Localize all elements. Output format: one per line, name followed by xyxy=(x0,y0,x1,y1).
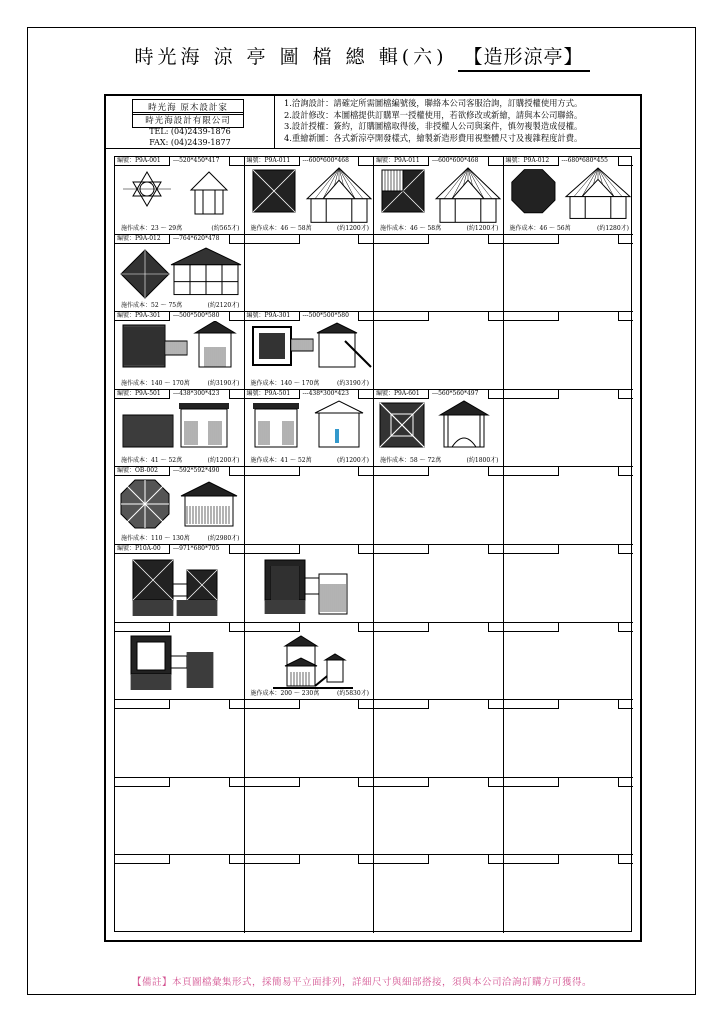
drawing-cell xyxy=(245,855,375,933)
drawing-art xyxy=(115,321,244,383)
corner-tab xyxy=(229,390,244,399)
drawing-art xyxy=(374,399,503,461)
drawing-cell xyxy=(374,700,504,778)
corner-tab xyxy=(618,778,633,787)
code-tab xyxy=(374,467,429,476)
cost-label: 施作成本：23 ～ 29萬 xyxy=(121,224,183,232)
corner-tab xyxy=(618,235,633,244)
drawing-cell xyxy=(504,855,634,933)
code-tab xyxy=(504,312,559,321)
page-title xyxy=(0,42,724,72)
code-tab xyxy=(504,545,559,554)
code-tab xyxy=(504,623,559,632)
dimension-label: ---764*620*478 xyxy=(173,234,220,242)
code-tab: 編號：P9A-001 xyxy=(115,157,170,166)
corner-tab xyxy=(358,390,373,399)
drawing-cell xyxy=(374,623,504,701)
cost-label: 施作成本：41 ～ 52萬 xyxy=(250,457,312,465)
corner-tab xyxy=(488,623,503,632)
company-name-2: 時光海設計有限公司 xyxy=(132,112,244,128)
note-2: 2.設計修改：本圖檔提供訂購單一授權使用，若欲修改或新繪，請與本公司聯絡。 xyxy=(284,109,583,120)
drawing-art xyxy=(115,632,244,694)
corner-tab xyxy=(618,312,633,321)
area-label: (約2980才) xyxy=(207,534,240,542)
drawing-cell xyxy=(245,545,375,623)
drawing-cell xyxy=(115,467,245,545)
remark-text: 【備註】本頁圖檔彙集形式，採簡易平立面排列，詳細尺寸與細部搭接，須與本公司洽詢訂購方可獲得。 xyxy=(131,977,592,988)
code-tab: 編號：P9A-301 xyxy=(115,312,170,321)
drawing-cell xyxy=(245,235,375,313)
cost-label: 施作成本：200 ～ 230萬 xyxy=(250,690,320,698)
dimension-label: ---520*450*417 xyxy=(173,157,220,164)
area-label: (約3190才) xyxy=(337,379,369,387)
code-tab: 編號：P9A-012 xyxy=(115,235,170,244)
corner-tab xyxy=(229,235,244,244)
drawing-cell xyxy=(245,623,375,701)
corner-tab xyxy=(618,700,633,709)
area-label: (約1280才) xyxy=(597,224,629,232)
corner-tab xyxy=(358,157,373,166)
drawing-cell xyxy=(245,467,375,545)
drawing-art xyxy=(115,166,244,228)
corner-tab xyxy=(488,157,503,166)
drawing-art xyxy=(245,554,374,616)
code-tab xyxy=(245,467,300,476)
code-tab: 編號：OB-002 xyxy=(115,467,170,476)
corner-tab xyxy=(488,700,503,709)
company-name-1: 時光海 原木設計家 xyxy=(132,99,244,115)
corner-tab xyxy=(618,390,633,399)
area-label: (約1200才) xyxy=(337,224,369,232)
drawing-cell xyxy=(245,312,375,390)
corner-tab xyxy=(358,545,373,554)
drawing-cell xyxy=(504,467,634,545)
code-tab xyxy=(504,855,559,864)
note-3: 3.設計授權：簽約，訂購圖檔取得後，非授權人公司與案件，慎勿複製造成侵權。 xyxy=(284,121,583,131)
code-tab: 編號：P9A-301 xyxy=(245,312,300,321)
cost-label: 施作成本：58 ～ 72萬 xyxy=(380,457,442,465)
area-label: (約1200才) xyxy=(466,224,499,232)
corner-tab xyxy=(488,855,503,864)
corner-tab xyxy=(358,623,373,632)
dimension-label: ---500*500*580 xyxy=(302,312,349,320)
code-tab xyxy=(374,623,429,632)
corner-tab xyxy=(618,855,633,864)
area-label: (約1200才) xyxy=(337,457,369,465)
corner-tab xyxy=(488,545,503,554)
code-tab xyxy=(115,700,170,709)
drawing-art xyxy=(245,166,374,228)
drawing-cell xyxy=(374,157,504,235)
drawing-art xyxy=(245,321,374,383)
drawing-cell xyxy=(115,545,245,623)
code-tab: 編號：P9A-012 xyxy=(504,157,559,166)
catalog-sheet xyxy=(104,94,642,942)
company-tel: TEL: (04)2439-1876 xyxy=(149,127,231,136)
code-tab xyxy=(374,312,429,321)
code-tab xyxy=(245,623,300,632)
dimension-label: ---438*300*423 xyxy=(173,389,220,397)
drawing-cell xyxy=(504,778,634,856)
drawing-cell xyxy=(115,312,245,390)
drawing-cell xyxy=(504,545,634,623)
drawing-art xyxy=(374,166,503,228)
drawing-cell xyxy=(115,390,245,468)
corner-tab xyxy=(358,467,373,476)
drawing-art xyxy=(245,399,374,461)
drawing-cell xyxy=(115,157,245,235)
drawing-cell xyxy=(115,855,245,933)
code-tab xyxy=(374,545,429,554)
drawing-cell xyxy=(374,312,504,390)
corner-tab xyxy=(618,157,633,166)
code-tab xyxy=(374,855,429,864)
code-tab: 編號：P9A-011 xyxy=(374,157,429,166)
drawing-cell xyxy=(374,467,504,545)
code-tab xyxy=(504,390,559,399)
corner-tab xyxy=(488,390,503,399)
code-tab: 編號：P9A-501 xyxy=(115,390,170,399)
drawing-art xyxy=(115,554,244,616)
drawing-cell xyxy=(245,778,375,856)
code-tab xyxy=(115,623,170,632)
code-tab xyxy=(245,778,300,787)
sheet-header xyxy=(106,96,640,149)
notes-block xyxy=(284,98,640,144)
corner-tab xyxy=(358,312,373,321)
corner-tab xyxy=(358,235,373,244)
code-tab xyxy=(504,778,559,787)
cost-label: 施作成本：41 ～ 52萬 xyxy=(121,457,183,465)
corner-tab xyxy=(229,778,244,787)
code-tab xyxy=(115,778,170,787)
code-tab xyxy=(504,700,559,709)
code-tab xyxy=(504,467,559,476)
corner-tab xyxy=(618,545,633,554)
drawing-art xyxy=(115,244,244,306)
dimension-label: ---438*300*423 xyxy=(302,389,349,397)
cost-label: 施作成本：46 ～ 56萬 xyxy=(509,224,571,232)
code-tab xyxy=(245,545,300,554)
corner-tab xyxy=(488,312,503,321)
code-tab xyxy=(245,235,300,244)
dimension-label: ---600*600*468 xyxy=(432,157,479,164)
code-tab xyxy=(374,778,429,787)
corner-tab xyxy=(358,778,373,787)
drawing-cell xyxy=(504,235,634,313)
code-tab xyxy=(245,855,300,864)
drawing-cell xyxy=(374,855,504,933)
company-block xyxy=(106,96,275,148)
drawing-cell xyxy=(245,390,375,468)
corner-tab xyxy=(358,700,373,709)
corner-tab xyxy=(618,623,633,632)
company-fax: FAX: (04)2439-1877 xyxy=(149,138,231,147)
code-tab xyxy=(374,700,429,709)
cost-label: 施作成本：46 ～ 58萬 xyxy=(250,224,312,232)
drawing-cell xyxy=(115,235,245,313)
corner-tab xyxy=(229,157,244,166)
drawing-cell xyxy=(504,390,634,468)
cost-label: 施作成本：110 ～ 130萬 xyxy=(121,534,190,542)
drawing-art xyxy=(504,166,633,228)
cost-label: 施作成本：52 ～ 75萬 xyxy=(121,302,183,310)
note-1: 1.洽詢設計：請確定所需圖檔編號後，聯絡本公司客服洽詢，訂購授權使用方式。 xyxy=(284,98,583,108)
drawing-cell xyxy=(374,545,504,623)
corner-tab xyxy=(229,545,244,554)
drawing-cell xyxy=(115,700,245,778)
code-tab xyxy=(245,700,300,709)
code-tab xyxy=(504,235,559,244)
dimension-label: ---680*680*455 xyxy=(561,157,608,164)
drawing-cell xyxy=(504,157,634,235)
corner-tab xyxy=(229,623,244,632)
drawing-cell xyxy=(504,700,634,778)
corner-tab xyxy=(488,778,503,787)
area-label: (約5830才) xyxy=(337,690,369,698)
corner-tab xyxy=(618,467,633,476)
dimension-label: ---560*560*497 xyxy=(432,389,479,397)
cost-label: 施作成本：46 ～ 58萬 xyxy=(380,224,442,232)
code-tab: 編號：P10A-00 xyxy=(115,545,170,554)
code-tab xyxy=(115,855,170,864)
drawing-art xyxy=(115,476,244,538)
drawing-cell xyxy=(374,235,504,313)
dimension-label: ---500*500*580 xyxy=(173,312,220,320)
drawing-cell xyxy=(374,390,504,468)
title-text: 時光海 涼 亭 圖 檔 總 輯(六) xyxy=(134,46,448,68)
area-label: (約2120才) xyxy=(207,302,240,310)
corner-tab xyxy=(229,467,244,476)
code-tab: 編號：P9A-601 xyxy=(374,390,429,399)
drawing-art xyxy=(115,399,244,461)
drawing-art xyxy=(245,632,374,694)
drawing-grid xyxy=(114,156,632,932)
drawing-cell xyxy=(504,312,634,390)
cost-label: 施作成本：140 ～ 170萬 xyxy=(250,379,320,387)
drawing-cell xyxy=(245,700,375,778)
note-4: 4.重繪新圖：各式新涼亭開發樣式，繪製新造形費用視整體尺寸及複雜程度計費。 xyxy=(284,132,583,143)
corner-tab xyxy=(229,312,244,321)
drawing-cell xyxy=(115,623,245,701)
area-label: (約1800才) xyxy=(466,457,499,465)
cost-label: 施作成本：140 ～ 170萬 xyxy=(121,379,190,387)
area-label: (約3190才) xyxy=(207,379,240,387)
drawing-cell xyxy=(504,623,634,701)
drawing-cell xyxy=(115,778,245,856)
code-tab xyxy=(374,235,429,244)
subtitle-text: 【造形涼亭】 xyxy=(458,42,590,72)
corner-tab xyxy=(488,467,503,476)
code-tab: 編號：P9A-501 xyxy=(245,390,300,399)
dimension-label: ---971*680*705 xyxy=(173,545,220,552)
area-label: (約1200才) xyxy=(207,457,240,465)
dimension-label: ---600*600*468 xyxy=(302,157,349,164)
corner-tab xyxy=(358,855,373,864)
area-label: (約565才) xyxy=(211,224,240,232)
corner-tab xyxy=(229,700,244,709)
drawing-cell xyxy=(245,157,375,235)
code-tab: 編號：P9A-011 xyxy=(245,157,300,166)
dimension-label: ---592*592*490 xyxy=(173,467,220,475)
drawing-cell xyxy=(374,778,504,856)
corner-tab xyxy=(488,235,503,244)
corner-tab xyxy=(229,855,244,864)
